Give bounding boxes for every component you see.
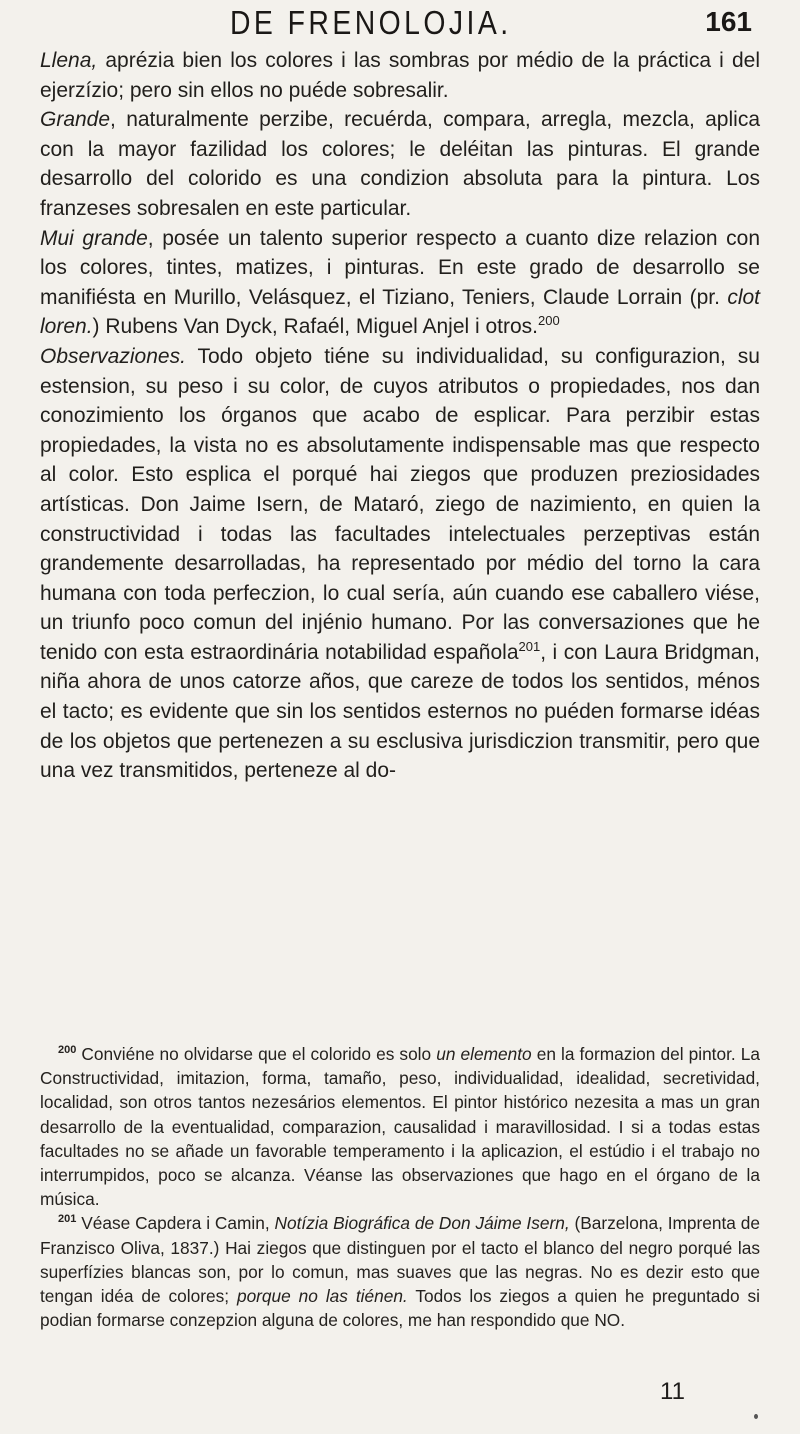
paragraph-text: Todo objeto tiéne su individualidad, su configurazion, su estension, su peso i su color, de cuyos atributos o propiedades, nos dan conozimiento los órganos que acabo de esplicar. Para perzibir estas propiedades, la vista no es absolutamente indispensable mas que respecto al color. Esto esplica el porqué hai ziegos que produzen preziosidades artísticas. Don Jaime Isern, de Mataró, ziego de nazimiento, en quien la constructividad i todas las facultades intelectuales perzeptivas están grandemente desarrolladas, ha representado por médio del torno la cara humana con toda perfeczion, lo cual sería, aún cuando ese caballero viése, un triunfo poco comun del injénio humano. Por las conversaziones que he tenido con esta estraordinária notabilidad española [40,344,760,664]
paragraph-text: aprézia bien los colores i las sombras por médio de la práctica i del ejerzízio; pero sin ellos no puéde sobresalir. [40,49,760,102]
paragraph-mui-grande [40,224,760,342]
term-observaziones: Observaziones. [40,344,186,368]
footnote-text: (Barzelona, Imprenta de Franzisco Oliva, 1837.) Hai ziegos que distinguen por el tacto el blanco del negro porqué las superfízies blancas son, por lo comun, mas suaves que las negras. No es dezir esto que tengan idéa de colores; [40,1213,760,1307]
paragraph-llena [40,46,760,105]
running-header [40,4,770,44]
footnote-201 [40,1211,760,1332]
paragraph-text: , posée un talento superior respecto a cuanto dize relazion con los colores, tintes, matizes, i pinturas. En este grado de desarrollo se manifiésta en Murillo, Velásquez, el Tiziano, Teniers, Claude Lorrain (pr. [40,226,760,309]
pronunciation: clot loren. [40,285,760,339]
footnote-number: 200 [58,1044,77,1057]
footnote-text: Conviéne no olvidarse que el colorido es solo [76,1044,437,1064]
footnote-italic: un elemento [436,1044,532,1064]
footnote-number: 201 [58,1213,77,1226]
footnote-ref-201: 201 [518,638,541,654]
ink-speck [754,1414,758,1419]
main-text [40,46,760,786]
paragraph-text: , i con Laura Bridgman, niña ahora de unos catorze años, que careze de todos los sentidos, ménos el tacto; es evidente que sin los sentidos esternos no puéden formarse idéas de los objetos que pertenezen a su esclusiva jurisdiczion transmitir, pero que una vez transmitidos, perteneze al do- [40,640,760,783]
term-llena: Llena, [40,49,98,72]
signature-mark: 11 [660,1378,685,1405]
term-grande: Grande [40,108,111,132]
footnote-text: Todos los ziegos a quien he preguntado si podian formarse conzepzion alguna de colores, me han respondido que NO. [40,1286,760,1331]
footnote-200 [40,1042,760,1211]
footnote-ref-200: 200 [538,313,560,329]
footnote-italic: porque no las tiénen. [236,1286,408,1307]
footnote-text: Véase Capdera i Camin, [76,1213,275,1234]
footnote-text: en la formazion del pintor. La Constructividad, imitazion, forma, tamaño, peso, individualidad, idealidad, secretividad, localidad, son otros tantos nezesários elementos. El pintor histórico nezesita a mas un gran desarrollo de la eventualidad, comparazion, causalidad i maravillosidad. I si a todas estas facultades no se añade un favorable temperamento i la aplicazion, el estúdio i el trabajo no interrumpidos, poco se alcanza. Véanse las observaziones que hago en el órgano de la música. [40,1044,760,1210]
paragraph-observaziones [40,342,760,786]
footnote-italic: Notízia Biográfica de Don Jáime Isern, [274,1213,570,1234]
paragraph-text: ) Rubens Van Dyck, Rafaél, Miguel Anjel i otros. [92,315,539,339]
footnotes [40,1042,760,1332]
page-number: 161 [705,6,752,37]
paragraph-text: , naturalmente perzibe, recuérda, compara, arregla, mezcla, aplica con la mayor fazilidad los colores; le deléitan las pinturas. El grande desarrollo del colorido es una condizion absoluta para la pintura. Los franzeses sobresalen en este particular. [40,108,760,220]
running-title: DE FRENOLOJIA. [230,4,512,41]
paragraph-grande [40,105,760,223]
term-mui-grande: Mui grande [40,226,148,250]
